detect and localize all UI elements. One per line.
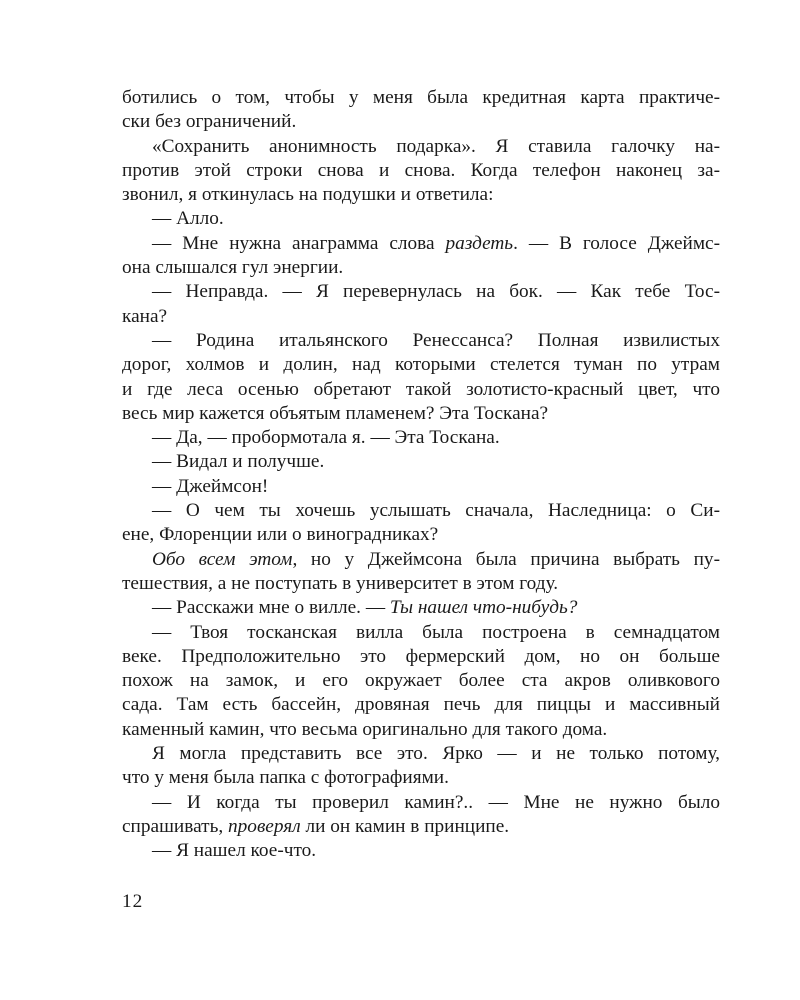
text-run: ли он камин в принципе.	[300, 815, 510, 837]
text-run: тешествия, а не поступать в университет в этом году.	[122, 572, 559, 594]
paragraph	[122, 207, 720, 231]
italic-text-run: проверял	[228, 815, 301, 837]
page-number: 12	[122, 891, 144, 912]
paragraph	[122, 621, 720, 742]
text-line	[122, 86, 720, 110]
text-body	[122, 86, 720, 864]
text-run: «Сохранить анонимность подарка». Я ставила галочку на-	[152, 135, 720, 157]
italic-text-run: Ты нашел что-нибудь?	[389, 597, 578, 619]
text-line	[122, 523, 720, 547]
italic-text-run: Обо всем этом	[152, 548, 293, 570]
text-line	[122, 159, 720, 183]
text-line	[122, 572, 720, 596]
text-line	[122, 402, 720, 426]
text-run: похож на замок, и его окружает более ста акров оливкового	[122, 670, 720, 692]
text-run: что у меня была папка с фотографиями.	[122, 767, 449, 789]
text-line	[122, 329, 720, 353]
text-run: — Расскажи мне о вилле. —	[152, 597, 390, 619]
text-run: — Алло.	[152, 208, 224, 230]
text-run: и где леса осенью обретают такой золотисто-красный цвет, что	[122, 378, 720, 400]
text-run: кана?	[122, 305, 168, 327]
paragraph	[122, 86, 720, 135]
paragraph	[122, 742, 720, 791]
text-line	[122, 548, 720, 572]
text-line	[122, 110, 720, 134]
text-run: , но у Джеймсона была причина выбрать пу-	[292, 548, 720, 570]
text-line	[122, 669, 720, 693]
text-line	[122, 183, 720, 207]
text-run: — Видал и получше.	[152, 451, 325, 473]
paragraph	[122, 426, 720, 450]
paragraph	[122, 839, 720, 863]
text-run: Я могла представить все это. Ярко — и не только потому,	[152, 743, 720, 765]
text-line	[122, 791, 720, 815]
text-run: — Твоя тосканская вилла была построена в семнадцатом	[152, 621, 720, 643]
text-line	[122, 353, 720, 377]
text-run: спрашивать,	[122, 815, 229, 837]
text-line	[122, 742, 720, 766]
text-line	[122, 693, 720, 717]
paragraph	[122, 280, 720, 329]
paragraph	[122, 329, 720, 426]
text-run: . — В голосе Джеймс-	[513, 232, 720, 254]
text-line	[122, 718, 720, 742]
book-page-text	[122, 86, 720, 864]
paragraph	[122, 499, 720, 548]
text-line	[122, 839, 720, 863]
text-run: против этой строки снова и снова. Когда телефон наконец за-	[122, 159, 720, 181]
text-line	[122, 135, 720, 159]
text-run: — Родина итальянского Ренессанса? Полная извилистых	[152, 329, 720, 351]
text-line	[122, 280, 720, 304]
text-run: — Да, — пробормотала я. — Эта Тоскана.	[152, 427, 500, 449]
text-line	[122, 207, 720, 231]
text-line	[122, 596, 720, 620]
paragraph	[122, 548, 720, 597]
text-line	[122, 645, 720, 669]
paragraph	[122, 450, 720, 474]
italic-text-run: раздеть	[445, 232, 514, 254]
text-line	[122, 621, 720, 645]
paragraph	[122, 791, 720, 840]
text-run: — И когда ты проверил камин?.. — Мне не нужно было	[152, 791, 720, 813]
text-run: ботились о том, чтобы у меня была кредитная карта практиче-	[122, 87, 720, 108]
text-run: ене, Флоренции или о виноградниках?	[122, 524, 439, 546]
text-run: ски без ограничений.	[122, 111, 297, 133]
text-run: каменный камин, что весьма оригинально для такого дома.	[122, 718, 608, 740]
text-run: весь мир кажется объятым пламенем? Эта Тоскана?	[122, 402, 549, 424]
text-run: — О чем ты хочешь услышать сначала, Наследница: о Си-	[152, 500, 720, 522]
text-run: она слышался гул энергии.	[122, 257, 344, 279]
text-run: звонил, я откинулась на подушки и ответила:	[122, 184, 494, 206]
text-line	[122, 426, 720, 450]
text-line	[122, 766, 720, 790]
text-run: — Джеймсон!	[152, 475, 269, 497]
text-run: дорог, холмов и долин, над которыми стелется туман по утрам	[122, 354, 720, 376]
text-line	[122, 232, 720, 256]
paragraph	[122, 596, 720, 620]
text-run: — Я нашел кое-что.	[152, 840, 317, 862]
text-line	[122, 378, 720, 402]
paragraph	[122, 135, 720, 208]
paragraph	[122, 475, 720, 499]
paragraph	[122, 232, 720, 281]
text-run: сада. Там есть бассейн, дровяная печь для пиццы и массивный	[122, 694, 720, 716]
text-line	[122, 450, 720, 474]
text-run: — Неправда. — Я перевернулась на бок. — Как тебе Тос-	[152, 281, 720, 303]
text-line	[122, 475, 720, 499]
text-line	[122, 499, 720, 523]
text-run: веке. Предположительно это фермерский дом, но он больше	[122, 645, 720, 667]
text-line	[122, 815, 720, 839]
text-line	[122, 256, 720, 280]
text-line	[122, 305, 720, 329]
text-run: — Мне нужна анаграмма слова	[152, 232, 446, 254]
